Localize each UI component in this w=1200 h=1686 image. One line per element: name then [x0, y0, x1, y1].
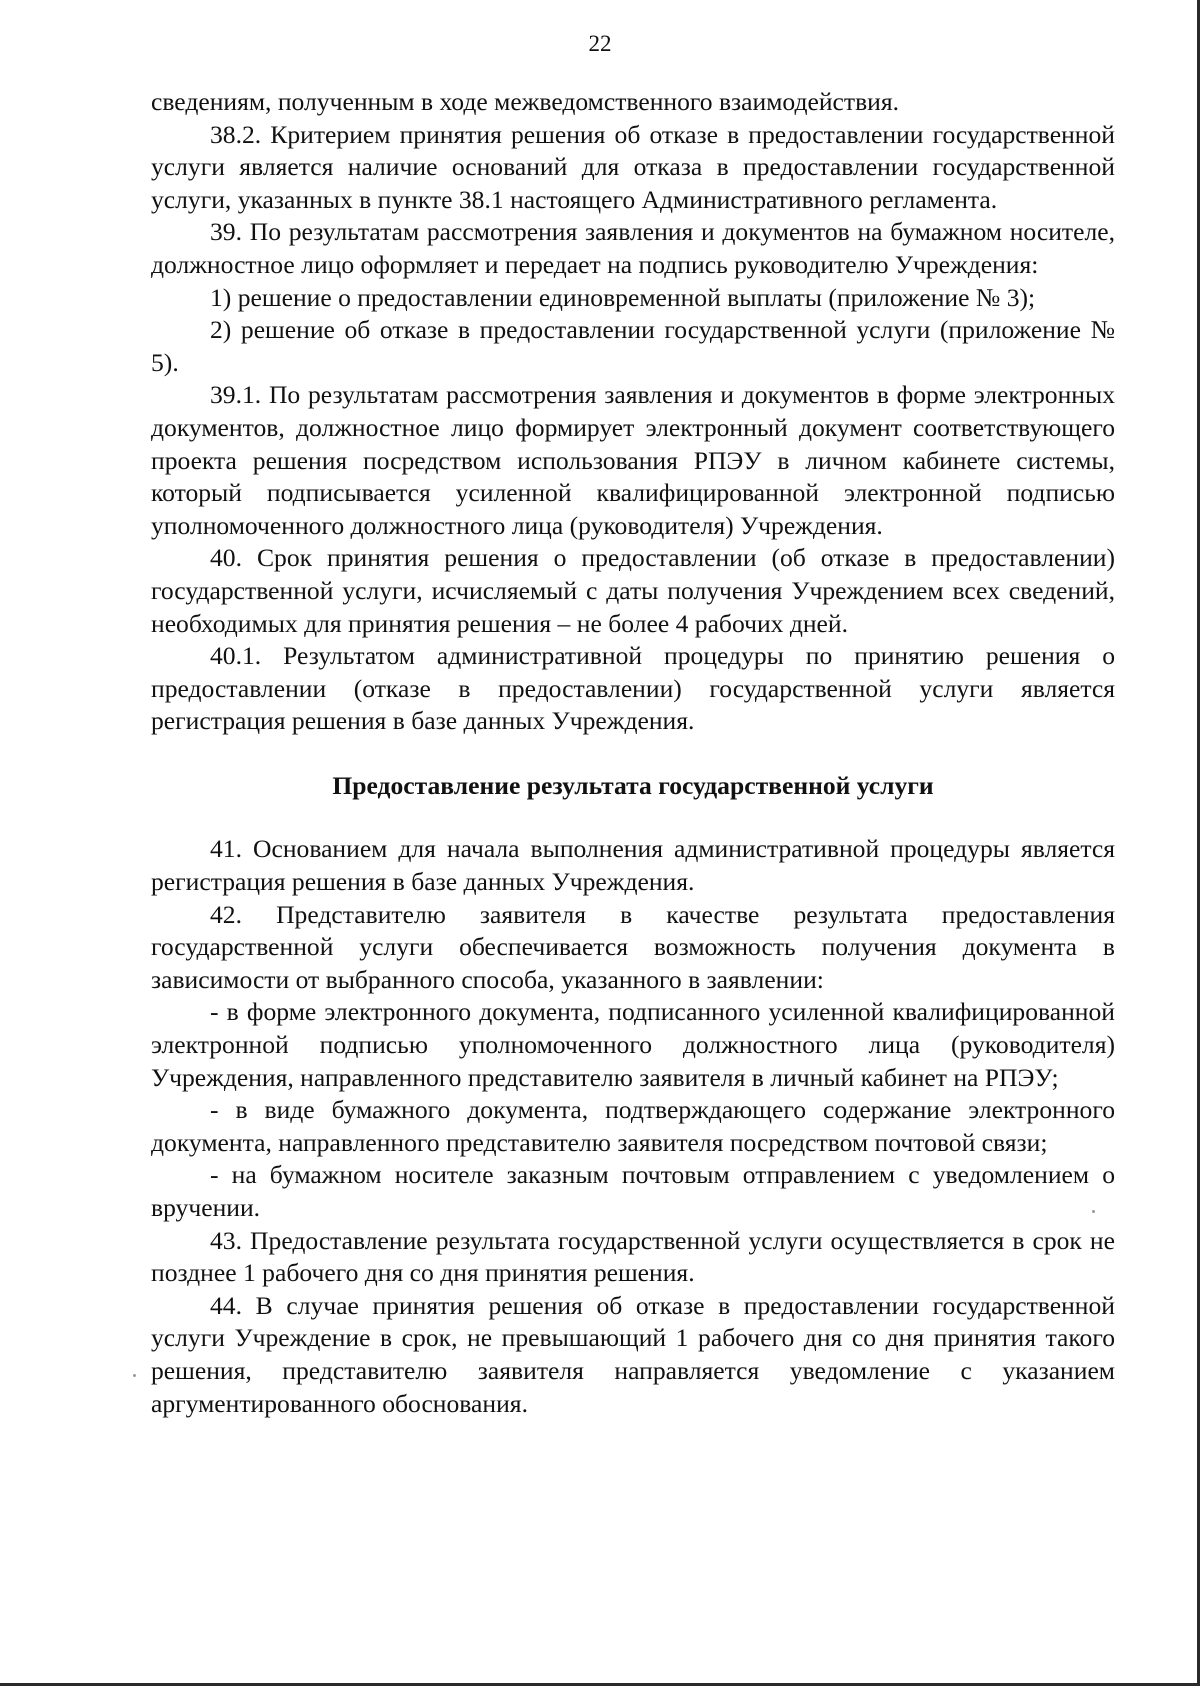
paragraph-39-1: 39.1. По результатам рассмотрения заявления и документов в форме электронных документов, должностное лицо формирует электронный документ соответствующего проекта решения посредством использования РПЭУ в личном кабинете системы, который подписывается усиленной квалифицированной электронной подписью уполномоченного должностного лица (руководителя) Учреждения. [151, 380, 1115, 540]
paragraph-39: 39. По результатам рассмотрения заявления и документов на бумажном носителе, должностное лицо оформляет и передает на подпись руководителю Учреждения: [151, 217, 1115, 279]
paragraph-continuation: сведениям, полученным в ходе межведомственного взаимодействия. [151, 87, 900, 116]
document-body [151, 86, 1115, 1420]
paragraph-41: 41. Основанием для начала выполнения административной процедуры является регистрация решения в базе данных Учреждения. [151, 834, 1115, 897]
bullet-electronic-document: - в форме электронного документа, подписанного усиленной квалифицированной электронной подписью уполномоченного должностного лица (руководителя) Учреждения, направленного представителю заявителя в личный кабинет на РПЭУ; [151, 997, 1115, 1092]
scan-speck [1092, 1210, 1095, 1213]
paragraph-44: 44. В случае принятия решения об отказе в предоставлении государственной услуги Учреждение в срок, не превышающий 1 рабочего дня со дня принятия такого решения, представителю заявителя направляется уведомление с указанием аргументированного обоснования. [151, 1290, 1115, 1418]
list-item-2: 2) решение об отказе в предоставлении государственной услуги (приложение № 5). [151, 315, 1115, 377]
bullet-paper-document: - в виде бумажного документа, подтверждающего содержание электронного документа, направленного представителю заявителя посредством почтовой связи; [151, 1095, 1115, 1157]
paragraph-42: 42. Представителю заявителя в качестве результата предоставления государственной услуги обеспечивается возможность получения документа в зависимости от выбранного способа, указанного в заявлении: [151, 899, 1115, 994]
paragraph-43: 43. Предоставление результата государственной услуги осуществляется в срок не позднее 1 рабочего дня со дня принятия решения. [151, 1225, 1115, 1288]
section-heading: Предоставление результата государственной услуги [332, 770, 934, 800]
list-item-1: 1) решение о предоставлении единовременной выплаты (приложение № 3); [210, 282, 1036, 312]
scan-speck [133, 1374, 136, 1377]
bullet-registered-mail: - на бумажном носителе заказным почтовым отправлением с уведомлением о вручении. [151, 1160, 1115, 1222]
paragraph-40-1: 40.1. Результатом административной процедуры по принятию решения о предоставлении (отказе в предоставлении) государственной услуги является регистрация решения в базе данных Учреждения. [151, 641, 1115, 736]
paragraph-38-2: 38.2. Критерием принятия решения об отказе в предоставлении государственной услуги является наличие оснований для отказа в предоставлении государственной услуги, указанных в пункте 38.1 настоящего Административного регламента. [151, 119, 1115, 214]
paragraph-40: 40. Срок принятия решения о предоставлении (об отказе в предоставлении) государственной услуги, исчисляемый с даты получения Учреждением всех сведений, необходимых для принятия решения – не более 4 рабочих дней. [151, 543, 1115, 638]
page-number: 22 [588, 31, 612, 56]
